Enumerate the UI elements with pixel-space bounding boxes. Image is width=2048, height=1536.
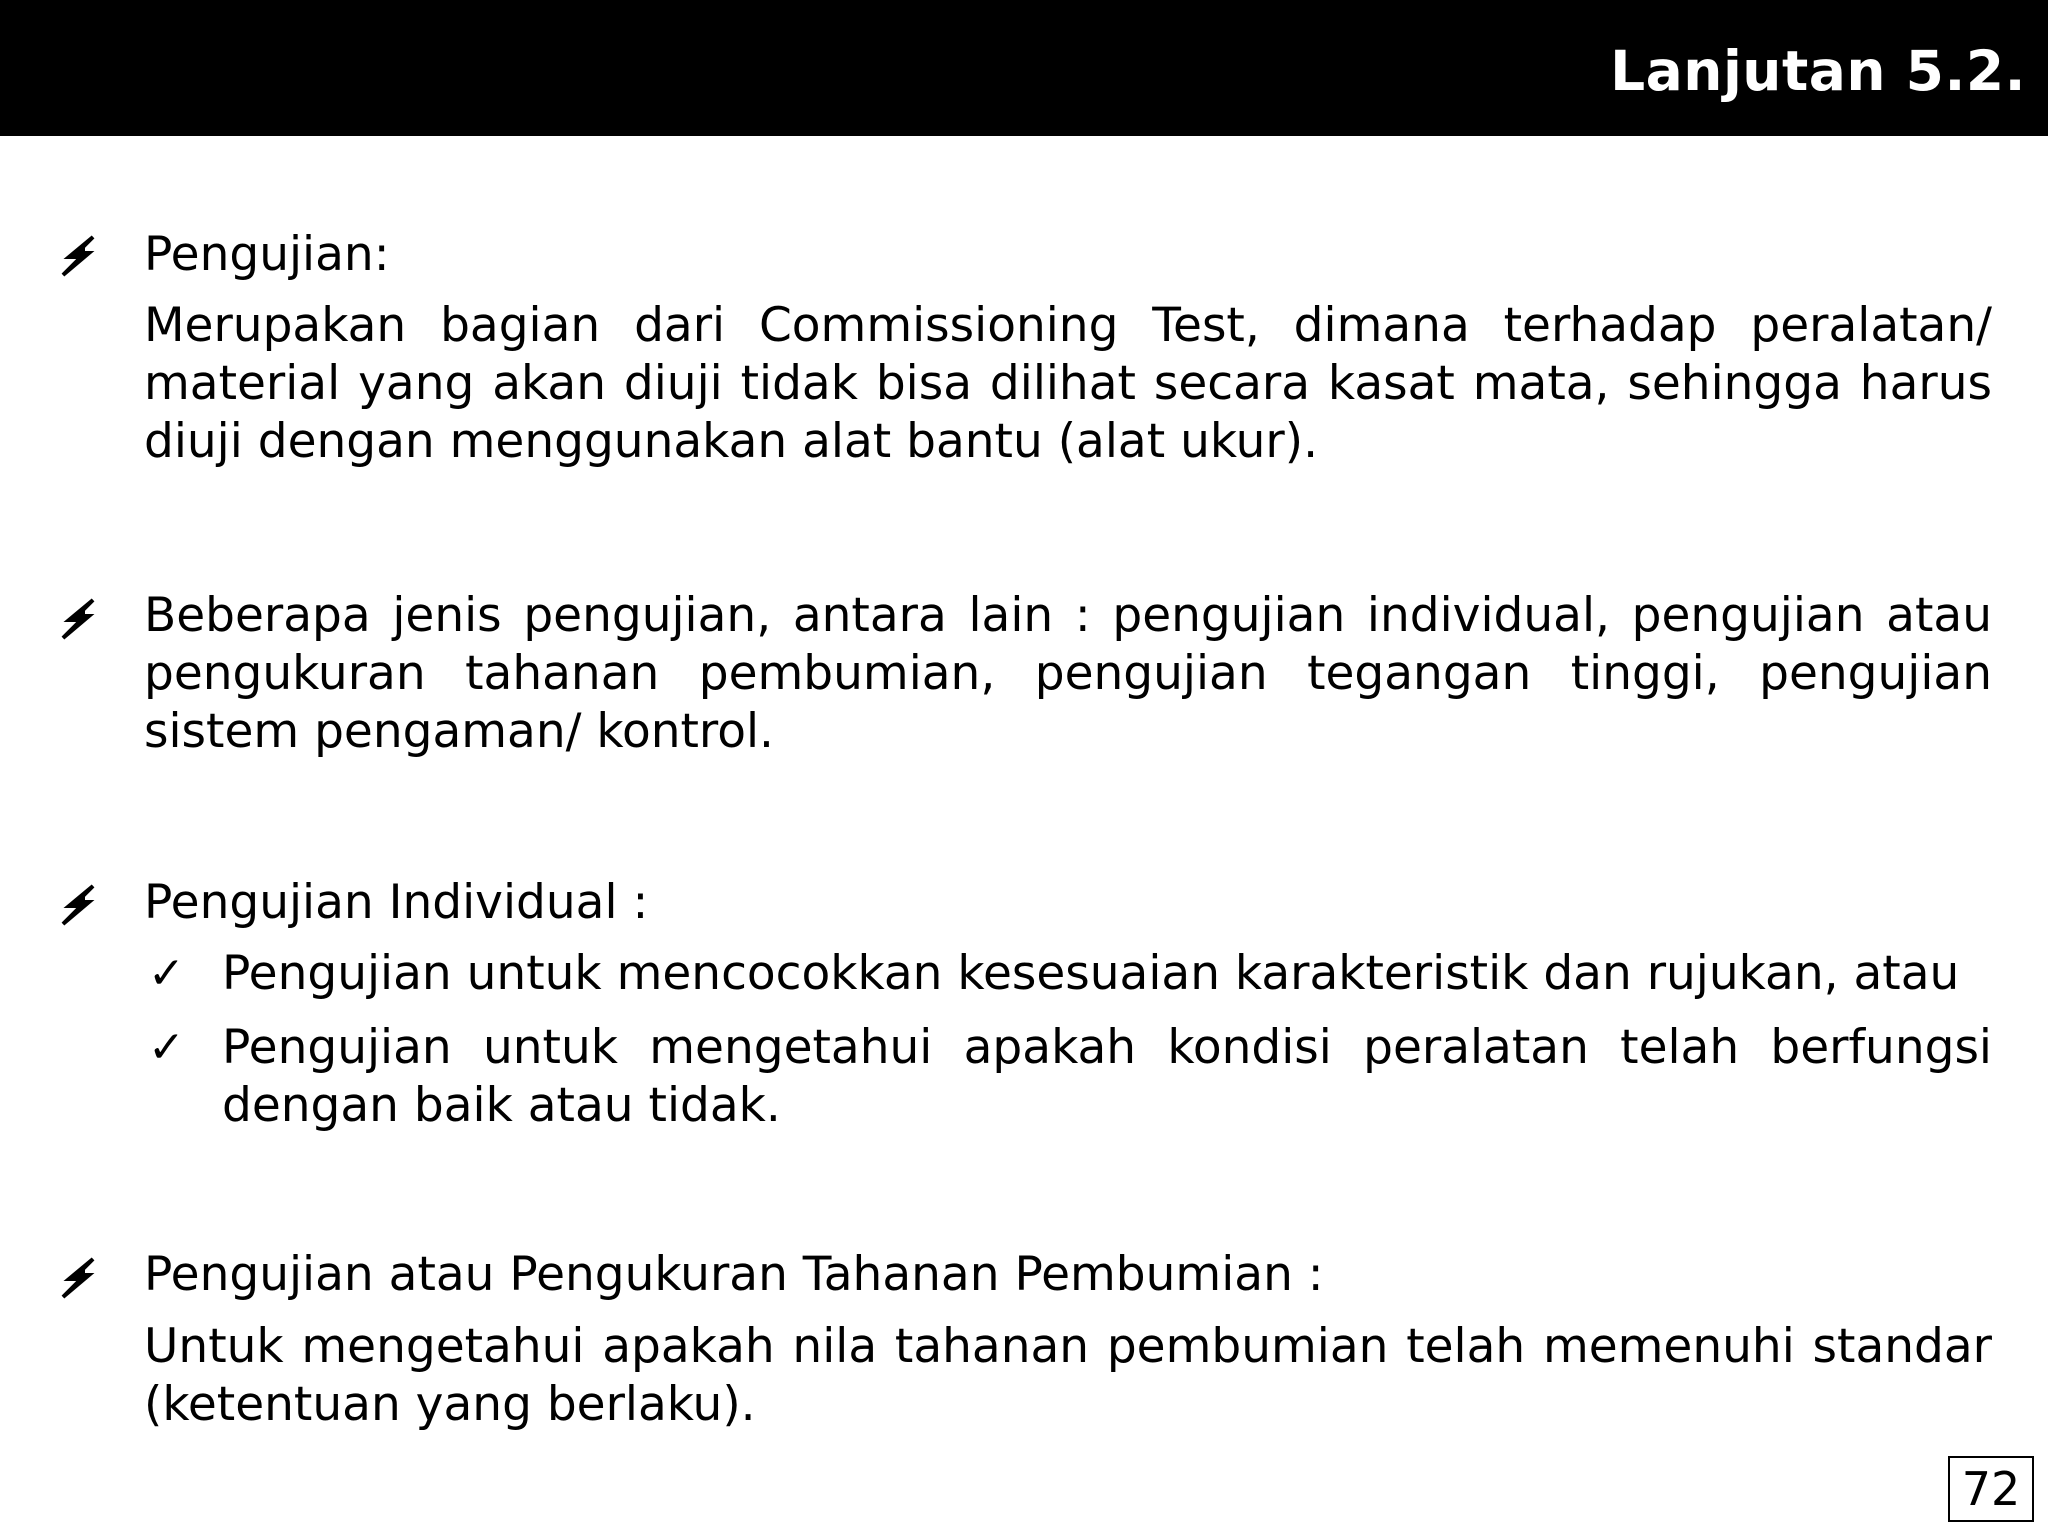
subitem-1: Pengujian untuk mencocokkan kesesuaian karakteristik dan rujukan, atau [222,946,1960,1001]
section-paragraph-pengujian: Merupakan bagian dari Commissioning Test, dimana terhadap peralatan/ material yang akan diuji tidak bisa dilihat secara kasat mata, sehingga harus diuji dengan menggunakan alat bantu (alat ukur). [144,298,1992,469]
subitem-2: Pengujian untuk mengetahui apakah kondisi peralatan telah berfungsi dengan baik atau tidak. [222,1020,1992,1133]
section-heading-pengujian: Pengujian: [144,227,390,282]
section-paragraph-jenis-pengujian: Beberapa jenis pengujian, antara lain : pengujian individual, pengujian atau pengukuran tahanan pembumian, pengujian tegangan tinggi, pengujian sistem pengaman/ kontrol. [144,588,1992,759]
lightning-bolt-icon [55,880,103,928]
check-icon: ✓ [148,948,185,999]
section-heading-tahanan-pembumian: Pengujian atau Pengukuran Tahanan Pembumian : [144,1247,1324,1302]
section-heading-pengujian-individual: Pengujian Individual : [144,875,649,930]
lightning-bolt-icon [55,231,103,279]
check-icon: ✓ [148,1022,185,1073]
lightning-bolt-icon [55,1253,103,1301]
lightning-bolt-icon [55,594,103,642]
slide-title: Lanjutan 5.2. [1610,39,2026,103]
section-paragraph-tahanan-pembumian: Untuk mengetahui apakah nila tahanan pembumian telah memenuhi standar (ketentuan yang berlaku). [144,1319,1992,1432]
page-number: 72 [1948,1456,2034,1522]
